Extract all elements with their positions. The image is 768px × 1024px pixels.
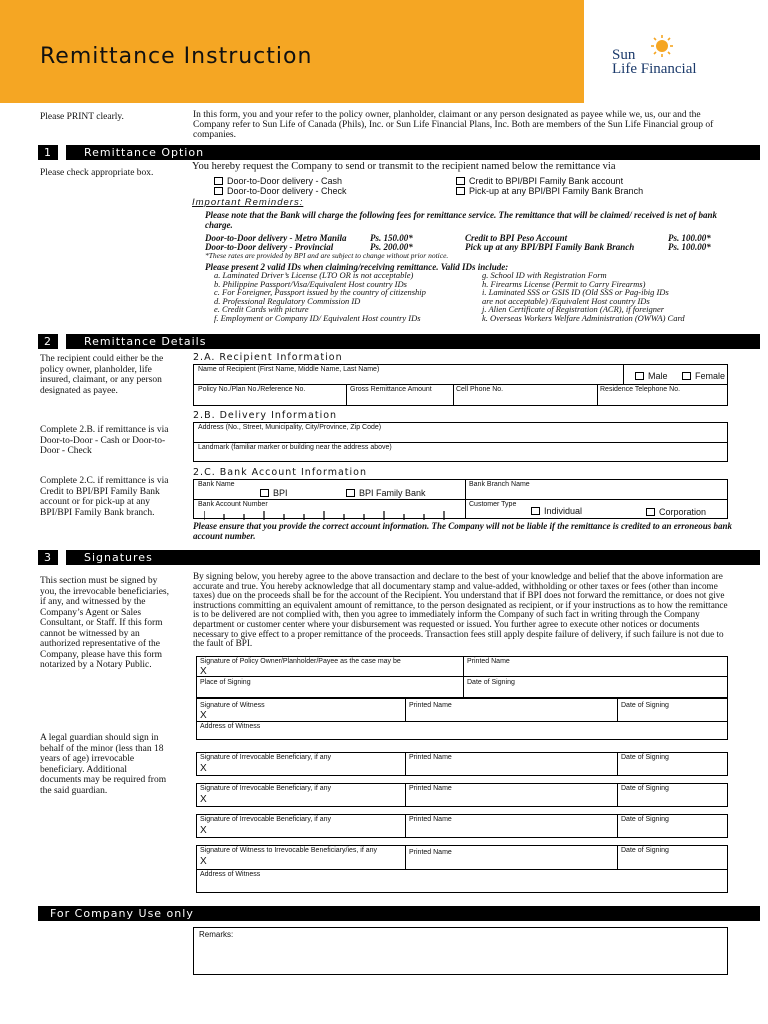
checkbox[interactable] xyxy=(214,187,223,195)
section-3-bar xyxy=(38,550,760,565)
section-number: 2 xyxy=(44,335,52,348)
bank-branch-field[interactable]: Bank Branch Name xyxy=(469,481,530,488)
id-item: j. Alien Certificate of Registration (ACR), if foreigner xyxy=(482,304,665,314)
section-3-side-note-a: This section must be signed by you, the irrevocable beneficiaries, if any, and witnessed by the Company’s Agent or Sales Consultant, or Staff. If this form cannot be witnessed by an authorized representative of the Company, please have this form notarized by a Notary Public. xyxy=(40,576,169,670)
checkbox[interactable] xyxy=(214,177,223,185)
residence-phone-field[interactable]: Residence Telephone No. xyxy=(600,386,681,393)
fee-note: Please note that the Bank will charge the following fees for remittance service. The remittance that will be claimed/ received is net of bank charge. xyxy=(205,210,717,230)
print-clearly-note: Please PRINT clearly. xyxy=(40,112,124,122)
beneficiary-witness-signature-field[interactable]: Signature of Witness to Irrevocable Beneficiary/ies, if any xyxy=(200,847,378,854)
policy-number-field[interactable]: Policy No./Plan No./Reference No. xyxy=(198,386,306,393)
beneficiary-signature-field[interactable]: Signature of Irrevocable Beneficiary, if any xyxy=(200,785,331,792)
landmark-field[interactable]: Landmark (familiar marker or building near the address above) xyxy=(198,444,392,451)
agreement-text: By signing below, you hereby agree to the above transaction and declare to the best of your knowledge and belief that the above information are accurate and true. You hereby acknowledge that all documentary stamp and value-added, withholding or other taxes or fees (other than income taxes) due on the proceeds shall be for the account of the Recipient. You understand that if BPI does not forward the remittance, or does not give instructions committing an equivalent amount of remittance, to the person designated as recipient, or if your instructions as to how the remittance is to be delivered are not complied with, then you agree to immediately inform the Company of such fact in writing through the Company department or customer center where your disbursement was requested or issued. You further agree to execute other notices or documents necessary to give effect to a proper remittance of the proceeds. Transaction fees still apply despite failure of delivery, if such failure is not due to the fault of BPI. xyxy=(193,571,728,649)
fee-pickup-branch: Pick up at any BPI/BPI Family Bank Branch Ps. 100.00* xyxy=(465,242,711,252)
delivery-info-table xyxy=(193,422,728,462)
subsection-2a-title: 2.A. Recipient Information xyxy=(193,352,343,363)
fee-door-provincial: Door-to-Door delivery - Provincial Ps. 200.00* xyxy=(205,242,413,252)
rates-note: *These rates are provided by BPI and are subject to change without prior notice. xyxy=(205,251,449,260)
account-warning: Please ensure that you provide the correct account information. The Company will not be liable if the remittance is credited to an erroneous bank account number. xyxy=(193,521,732,541)
intro-text: In this form, you and your refer to the policy owner, planholder, claimant or any person designated as payee while we, us, our and the Company refer to Sun Life of Canada (Phils), Inc. or Sun Life Financial Plans, Inc. Both are members of the Sun Life Financial group of companies. xyxy=(193,110,714,140)
bank-account-field[interactable]: Bank Account Number xyxy=(198,501,268,508)
place-signing-field[interactable]: Place of Signing xyxy=(200,679,251,686)
account-digit-ticks xyxy=(204,511,454,520)
gross-amount-field[interactable]: Gross Remittance Amount xyxy=(350,386,432,393)
beneficiary-signature-block-1 xyxy=(196,752,728,776)
id-item: are not acceptable) /Equivalent Host country IDs xyxy=(482,295,650,306)
sun-life-logo xyxy=(612,34,736,84)
beneficiary-witness-block xyxy=(196,845,728,893)
id-item: c. For Foreigner, Passport issued by the country of citizenship xyxy=(214,287,426,297)
logo-line-2: Life Financial xyxy=(612,61,697,77)
recipient-name-field[interactable]: Name of Recipient (First Name, Middle Name, Last Name) xyxy=(198,366,380,373)
beneficiary-printed-name-field[interactable]: Printed Name xyxy=(409,785,452,792)
recipient-info-table xyxy=(193,364,728,406)
logo-line-1: Sun xyxy=(612,47,636,63)
section-2-side-note-a: The recipient could either be the policy owner, planholder, life insured, claimant, or any person designated as payee. xyxy=(40,354,164,396)
fee-credit-bpi: Credit to BPI Peso Account Ps. 100.00* xyxy=(465,233,711,243)
gender-female[interactable]: Female xyxy=(682,371,725,381)
section-1-side-note: Please check appropriate box. xyxy=(40,168,154,178)
section-1-bar xyxy=(38,145,760,160)
remittance-request-text: You hereby request the Company to send or transmit to the recipient named below the remittance via xyxy=(192,161,616,172)
beneficiary-printed-name-field[interactable]: Printed Name xyxy=(409,754,452,761)
id-item: g. School ID with Registration Form xyxy=(482,270,607,280)
beneficiary-witness-date-field[interactable]: Date of Signing xyxy=(621,847,669,854)
witness-printed-name-field[interactable]: Printed Name xyxy=(409,702,452,709)
witness-address-field[interactable]: Address of Witness xyxy=(200,723,261,730)
section-2-bar xyxy=(38,334,760,349)
bank-bpi-family-option[interactable]: BPI Family Bank xyxy=(346,488,426,498)
signature-x-mark: X xyxy=(200,666,207,677)
section-3-side-note-b: A legal guardian should sign in behalf of the minor (less than 18 years of age) irrevocable beneficiary. Additional documents may be required from the said guardian. xyxy=(40,733,167,796)
fee-door-metro: Door-to-Door delivery - Metro Manila Ps. 150.00* xyxy=(205,233,413,243)
beneficiary-date-field[interactable]: Date of Signing xyxy=(621,785,669,792)
gender-male[interactable]: Male xyxy=(635,371,668,381)
bank-bpi-option[interactable]: BPI xyxy=(260,488,288,498)
ids-list-left xyxy=(214,271,484,322)
beneficiary-printed-name-field[interactable]: Printed Name xyxy=(409,816,452,823)
section-2-side-note-b: Complete 2.B. if remittance is via Door-to-Door - Cash or Door-to-Door - Check xyxy=(40,425,169,456)
checkbox[interactable] xyxy=(456,177,465,185)
witness-signature-block xyxy=(196,698,728,740)
signature-x-mark: X xyxy=(200,794,207,805)
ids-title: Please present 2 valid IDs when claiming/receiving remittance. Valid IDs include: xyxy=(205,262,509,272)
sun-icon xyxy=(650,34,674,58)
section-number: 1 xyxy=(44,146,52,159)
id-item: b. Philippine Passport/Visa/Equivalent Host country IDs xyxy=(214,278,407,289)
subsection-2b-title: 2.B. Delivery Information xyxy=(193,410,338,421)
section-title: Signatures xyxy=(84,551,153,564)
form-title: Remittance Instruction xyxy=(40,44,313,69)
id-item: h. Firearms License (Permit to Carry Firearms) xyxy=(482,278,646,289)
beneficiary-signature-block-3 xyxy=(196,814,728,838)
signature-x-mark: X xyxy=(200,825,207,836)
reminders-title: Important Reminders: xyxy=(192,197,304,208)
customer-individual-option[interactable]: Individual xyxy=(531,506,582,516)
section-title: Remittance Details xyxy=(84,335,207,348)
bank-name-label: Bank Name xyxy=(198,481,235,488)
id-item: e. Credit Cards with picture xyxy=(214,304,309,314)
section-title: For Company Use only xyxy=(50,907,194,920)
owner-signature-block xyxy=(196,656,728,698)
address-field[interactable]: Address (No., Street, Municipality, City/Province, Zip Code) xyxy=(198,424,382,431)
witness-date-field[interactable]: Date of Signing xyxy=(621,702,669,709)
company-use-bar xyxy=(38,906,760,921)
option-door-check[interactable]: Door-to-Door delivery - Check xyxy=(214,186,347,196)
option-credit-bpi[interactable]: Credit to BPI/BPI Family Bank account xyxy=(456,176,623,186)
customer-corporation-option[interactable]: Corporation xyxy=(646,507,706,517)
option-pickup-branch[interactable]: Pick-up at any BPI/BPI Family Bank Branch xyxy=(456,186,643,196)
beneficiary-signature-block-2 xyxy=(196,783,728,807)
bank-info-table xyxy=(193,479,728,519)
signature-x-mark: X xyxy=(200,856,207,867)
id-item: f. Employment or Company ID/ Equivalent Host country IDs xyxy=(214,312,421,323)
beneficiary-signature-field[interactable]: Signature of Irrevocable Beneficiary, if any xyxy=(200,816,331,823)
owner-date-signing-field[interactable]: Date of Signing xyxy=(467,679,515,686)
section-2-side-note-c: Complete 2.C. if remittance is via Credit to BPI/BPI Family Bank account or for pick-up at any BPI/BPI Family Bank branch. xyxy=(40,476,169,518)
beneficiary-witness-address-field[interactable]: Address of Witness xyxy=(200,871,261,878)
id-item: k. Overseas Workers Welfare Administration (OWWA) Card xyxy=(482,312,685,323)
owner-signature-field[interactable]: Signature of Policy Owner/Planholder/Payee as the case may be xyxy=(200,658,401,665)
section-number: 3 xyxy=(44,551,52,564)
remarks-field[interactable] xyxy=(193,927,728,975)
ids-list-right xyxy=(482,271,742,322)
id-item: d. Professional Regulatory Commission ID xyxy=(214,295,361,306)
remarks-label: Remarks: xyxy=(199,930,234,939)
signature-x-mark: X xyxy=(200,710,207,721)
subsection-2c-title: 2.C. Bank Account Information xyxy=(193,467,367,478)
witness-signature-field[interactable]: Signature of Witness xyxy=(200,702,265,709)
customer-type-label: Customer Type xyxy=(469,501,517,508)
signature-x-mark: X xyxy=(200,763,207,774)
beneficiary-witness-printed-name-field[interactable]: Printed Name xyxy=(409,849,452,856)
id-item: a. Laminated Driver’s License (LTO OR is not acceptable) xyxy=(214,270,414,280)
beneficiary-date-field[interactable]: Date of Signing xyxy=(621,754,669,761)
beneficiary-date-field[interactable]: Date of Signing xyxy=(621,816,669,823)
beneficiary-signature-field[interactable]: Signature of Irrevocable Beneficiary, if any xyxy=(200,754,331,761)
option-door-cash[interactable]: Door-to-Door delivery - Cash xyxy=(214,176,342,186)
id-item: i. Laminated SSS or GSIS ID (Old SSS or Pag-ibig IDs xyxy=(482,287,669,297)
owner-printed-name-field[interactable]: Printed Name xyxy=(467,658,510,665)
section-title: Remittance Option xyxy=(84,146,205,159)
cell-phone-field[interactable]: Cell Phone No. xyxy=(456,386,504,393)
checkbox[interactable] xyxy=(456,187,465,195)
